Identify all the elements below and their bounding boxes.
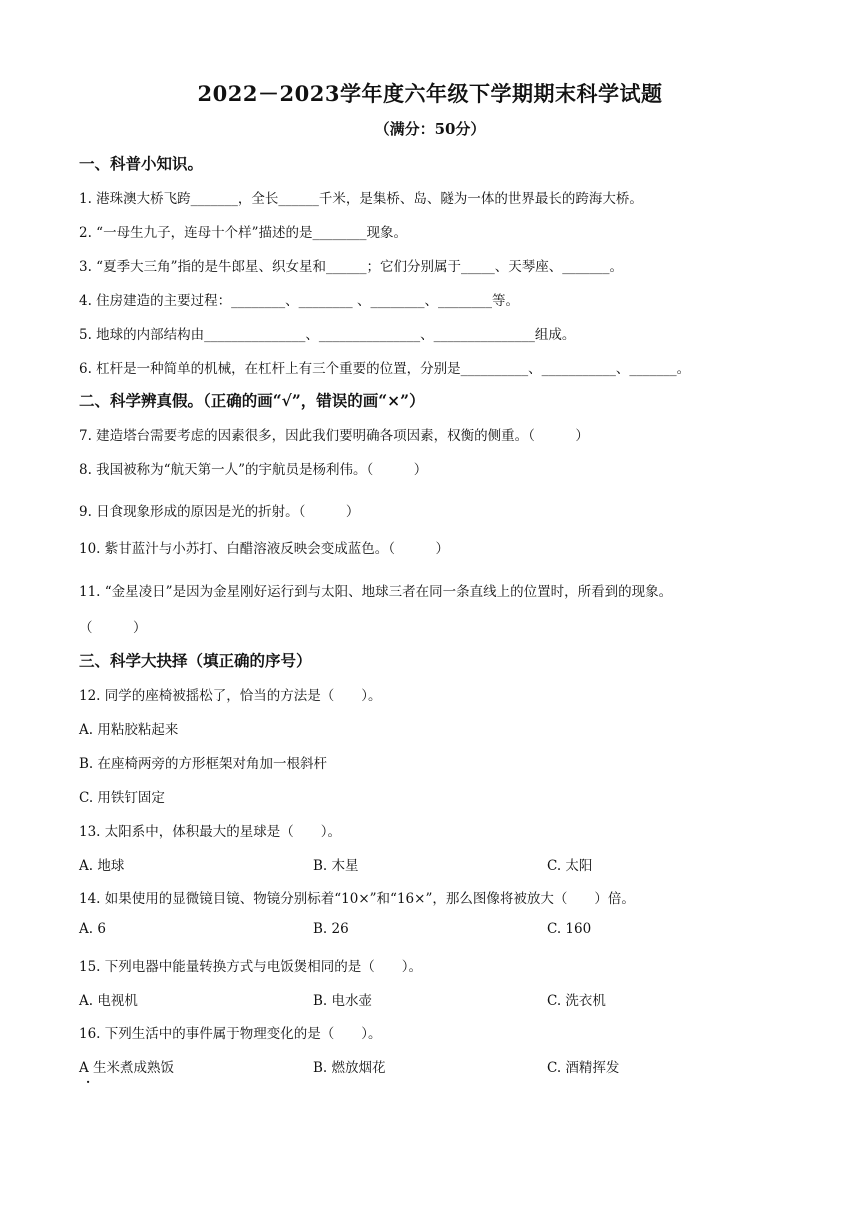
section-heading-1: 一、科普小知识。	[79, 154, 204, 173]
question-15: 15. 下列电器中能量转换方式与电饭煲相同的是（ ）。	[79, 959, 423, 975]
score-note: （满分：50分）	[374, 120, 486, 138]
option-13-a: A. 地球	[79, 858, 125, 874]
option-14-c: C. 160	[547, 921, 592, 937]
question-8: 8. 我国被称为“航天第一人”的宇航员是杨利伟。（ ）	[79, 462, 428, 478]
question-4: 4. 住房建造的主要过程：________、________ 、________、________等。	[79, 293, 519, 309]
section-heading-3: 三、科学大抉择（填正确的序号）	[79, 651, 312, 670]
question-13: 13. 太阳系中，体积最大的星球是（ ）。	[79, 824, 342, 840]
option-12-a: A. 用粘胶粘起来	[79, 722, 179, 738]
option-14-b: B. 26	[313, 921, 349, 937]
question-9: 9. 日食现象形成的原因是光的折射。（ ）	[79, 504, 360, 520]
question-6: 6. 杠杆是一种简单的机械，在杠杆上有三个重要的位置，分别是__________、___________、_______。	[79, 361, 691, 377]
question-11-answer: （ ）	[79, 620, 147, 636]
question-7: 7. 建造塔台需要考虑的因素很多，因此我们要明确各项因素，权衡的侧重。（ ）	[79, 428, 589, 444]
question-16: 16. 下列生活中的事件属于物理变化的是（ ）。	[79, 1026, 382, 1042]
option-14-a: A. 6	[79, 921, 106, 937]
question-3: 3. “夏季大三角”指的是牛郎星、织女星和______；它们分别属于_____、天琴座、_______。	[79, 259, 623, 275]
question-14: 14. 如果使用的显微镜目镜、物镜分别标着“10×”和“16×”，那么图像将被放大（ ）倍。	[79, 891, 635, 907]
option-16-a: A 生米煮成熟饭	[79, 1060, 175, 1076]
option-12-b: B. 在座椅两旁的方形框架对角加一根斜杆	[79, 756, 328, 772]
option-16-b: B. 燃放烟花	[313, 1060, 386, 1076]
option-12-c: C. 用铁钉固定	[79, 790, 165, 806]
option-16-c: C. 酒精挥发	[547, 1060, 620, 1076]
option-13-c: C. 太阳	[547, 858, 593, 874]
option-15-a: A. 电视机	[79, 993, 138, 1009]
section-heading-2: 二、科学辨真假。（正确的画“√”，错误的画“×”）	[79, 391, 425, 410]
option-15-c: C. 洗衣机	[547, 993, 606, 1009]
stray-dot: ·	[86, 1075, 91, 1089]
option-13-b: B. 木星	[313, 858, 359, 874]
question-11: 11. “金星凌日”是因为金星刚好运行到与太阳、地球三者在同一条直线上的位置时，所看到的现象。	[79, 584, 673, 600]
option-15-b: B. 电水壶	[313, 993, 373, 1009]
question-10: 10. 紫甘蓝汁与小苏打、白醋溶液反映会变成蓝色。（ ）	[79, 541, 450, 557]
question-2: 2. “一母生九子，连母十个样”描述的是________现象。	[79, 225, 407, 241]
question-12: 12. 同学的座椅被摇松了，恰当的方法是（ ）。	[79, 688, 382, 704]
question-5: 5. 地球的内部结构由_______________、_______________、_______________组成。	[79, 327, 576, 343]
page-title: 2022－2023学年度六年级下学期期末科学试题	[197, 81, 663, 106]
question-1: 1. 港珠澳大桥飞跨_______，全长______千米，是集桥、岛、隧为一体的世界最长的跨海大桥。	[79, 191, 643, 207]
